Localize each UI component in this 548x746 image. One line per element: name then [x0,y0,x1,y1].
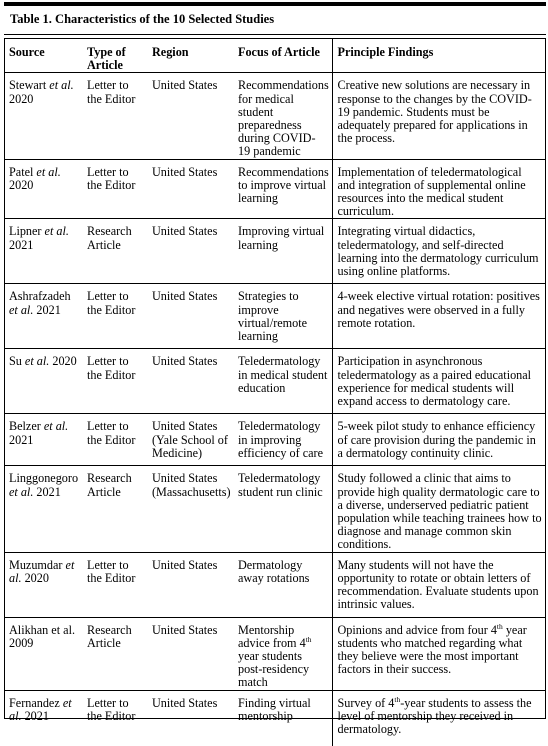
cell-region: United States [147,159,233,219]
cell-type: Research Article [82,617,147,690]
cell-region: United States [152,695,218,710]
cell-focus: Teledermatology in medical student education [233,349,332,414]
cell-findings: Study followed a clinic that aims to provide high quality dermatologic care to a diverse, underserved pediatric patient population while teaching trainees how to diagnose and manage common skin conditions. [332,466,546,552]
table-row [4,552,546,617]
cell-findings: Survey of 4th-year students to assess the level of mentorship they received in dermatology. [332,690,546,746]
table-row [4,73,546,159]
cell-findings: Opinions and advice from four 4th year students who matched regarding what they believe were the most important factors in their success. [332,617,546,690]
top-rule [4,2,546,6]
cell-type: Letter to the Editor [82,159,147,219]
table-row [4,284,546,349]
cell-focus: Improving virtual learning [233,219,332,284]
cell-region: United States [147,219,233,284]
cell-findings: 5-week pilot study to enhance efficiency of care provision during the pandemic in a dermatology continuity clinic. [332,414,546,466]
cell-focus: Teledermatology in improving efficiency of care [233,414,332,466]
cell-findings: Many students will not have the opportunity to rotate or obtain letters of recommendation. Evaluate students upon intrinsic values. [332,552,546,617]
table-row [4,617,546,690]
cell-type: Letter to the Editor [82,73,147,159]
cell-focus: Strategies to improve virtual/remote learning [233,284,332,349]
table-row [4,690,546,746]
table-row [4,466,546,552]
cell-region: United States (Yale School of Medicine) [147,414,233,466]
table-caption: Table 1. Characteristics of the 10 Selected Studies [10,12,275,26]
cell-source: Su et al. 2020 [4,349,82,414]
cell-type: Letter to the Editor [82,552,147,617]
header-findings: Principle Findings [332,39,546,73]
cell-region: United States (Massachusetts) [147,466,233,552]
cell-source: Muzumdar et al. 2020 [4,552,82,617]
header-region: Region [147,39,233,73]
cell-source: Belzer et al. 2021 [4,414,82,466]
header-focus: Focus of Article [233,39,332,73]
cell-focus: Dermatology away rotations [233,552,332,617]
cell-focus: Finding virtual mentorship [238,695,311,723]
cell-region: United States [147,617,233,690]
cell-focus: Recommendations for medical student preparedness during COVID-19 pandemic [233,73,332,159]
cell-source: Stewart et al. 2020 [4,73,82,159]
cell-focus: Recommendations to improve virtual learning [233,159,332,219]
cell-findings: Participation in asynchronous teledermatology as a paired educational experience for medical students will expand access to dermatology care. [332,349,546,414]
table-row [4,349,546,414]
cell-type: Research Article [82,466,147,552]
cell-type: Research Article [82,219,147,284]
table-row [4,219,546,284]
cell-source: Linggonegoro et al. 2021 [4,466,82,552]
cell-findings: Creative new solutions are necessary in response to the changes by the COVID-19 pandemic. Students must be adequately prepared for applications in the process. [332,73,546,159]
cell-source: Ashrafzadeh et al. 2021 [4,284,82,349]
studies-table [4,39,546,746]
cell-source: Patel et al. 2020 [4,159,82,219]
cell-source: Fernandez et al. 2021 [9,695,72,723]
cell-focus: Mentorship advice from 4th year students post-residency match [233,617,332,690]
cell-type: Letter to the Editor [82,284,147,349]
cell-findings: Integrating virtual didactics, teledermatology, and self-directed learning into the dermatology curriculum using online platforms. [332,219,546,284]
cell-findings: Implementation of teledermatological and integration of supplemental online resources into the medical student curriculum. [332,159,546,219]
cell-region: United States [147,73,233,159]
cell-findings: 4-week elective virtual rotation: positives and negatives were observed in a fully remote rotation. [332,284,546,349]
cell-source: Alikhan et al. 2009 [4,617,82,690]
cell-region: United States [147,349,233,414]
table-row [4,159,546,219]
cell-type: Letter to the Editor [82,414,147,466]
cell-region: United States [147,552,233,617]
table-row [4,414,546,466]
header-row [4,39,546,73]
cell-focus: Teledermatology student run clinic [233,466,332,552]
cell-source: Lipner et al. 2021 [4,219,82,284]
cell-type: Letter to the Editor [82,349,147,414]
header-source: Source [4,39,82,73]
caption-rule [4,34,546,35]
cell-type: Letter to the Editor [87,695,136,723]
header-type: Type of Article [82,39,147,73]
cell-region: United States [147,284,233,349]
